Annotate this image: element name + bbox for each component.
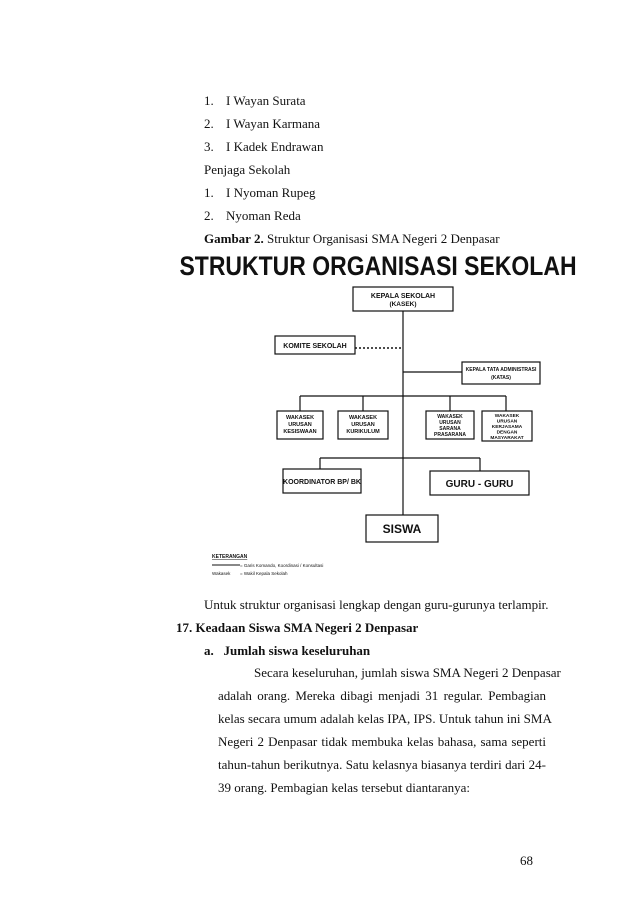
svg-text:WAKASEK: WAKASEK bbox=[437, 414, 463, 420]
svg-text:SARANA: SARANA bbox=[439, 426, 461, 432]
siswa-label: SISWA bbox=[382, 522, 422, 536]
org-chart-title: STRUKTUR ORGANISASI SEKOLAH bbox=[179, 252, 577, 282]
paragraph-line: kelas secara umum adalah kelas IPA, IPS. Untuk tahun ini SMA bbox=[218, 711, 552, 726]
list-item: 2. Nyoman Reda bbox=[204, 208, 301, 223]
svg-text:KURIKULUM: KURIKULUM bbox=[346, 429, 380, 435]
svg-text:PRASARANA: PRASARANA bbox=[434, 432, 466, 438]
legend-item: = Wakil Kepala Sekolah bbox=[240, 571, 288, 576]
koordinator-label: KOORDINATOR BP/ BK bbox=[283, 479, 361, 486]
svg-text:WAKASEK: WAKASEK bbox=[494, 414, 520, 419]
paragraph-line: Secara keseluruhan, jumlah siswa SMA Negeri 2 Denpasar bbox=[254, 665, 561, 680]
katas-sublabel: (KATAS) bbox=[491, 375, 511, 381]
kasek-sublabel: (KASEK) bbox=[389, 301, 417, 308]
komite-label: KOMITE SEKOLAH bbox=[283, 343, 347, 350]
legend bbox=[212, 554, 323, 576]
list-item: 3. I Kadek Endrawan bbox=[204, 139, 324, 154]
svg-text:URUSAN: URUSAN bbox=[351, 422, 375, 428]
svg-text:WAKASEK: WAKASEK bbox=[348, 415, 378, 421]
after-figure-text: Untuk struktur organisasi lengkap dengan guru-gurunya terlampir. bbox=[204, 597, 549, 612]
paragraph-line: tahun-tahun berikutnya. Satu kelasnya biasanya terdiri dari 24- bbox=[218, 757, 546, 772]
paragraph-line: Negeri 2 Denpasar tidak membuka kelas bahasa, sama seperti bbox=[218, 734, 546, 749]
katas-label: KEPALA TATA ADMINISTRASI bbox=[465, 367, 537, 373]
figure-label: Gambar 2. bbox=[204, 231, 264, 246]
legend-title: KETERANGAN bbox=[212, 554, 248, 560]
org-chart bbox=[179, 244, 577, 589]
page-number: 68 bbox=[520, 853, 533, 868]
list-item: 1. I Nyoman Rupeg bbox=[204, 185, 316, 200]
penjaga-heading: Penjaga Sekolah bbox=[204, 162, 291, 177]
legend-item: = Garis Komando, Koordinasi / Konsultasi bbox=[240, 563, 324, 568]
svg-text:URUSAN: URUSAN bbox=[439, 420, 461, 426]
svg-text:MASYARAKAT: MASYARAKAT bbox=[490, 436, 524, 441]
list-item: 1. I Wayan Surata bbox=[204, 93, 306, 108]
svg-text:KERJASAMA: KERJASAMA bbox=[491, 425, 523, 430]
svg-text:URUSAN: URUSAN bbox=[496, 419, 518, 425]
subsection-heading: a. Jumlah siswa keseluruhan bbox=[204, 643, 371, 658]
paragraph-line: 39 orang. Pembagian kelas tersebut diantaranya: bbox=[218, 780, 470, 795]
figure-caption: Gambar 2. Struktur Organisasi SMA Negeri 2 Denpasar bbox=[204, 231, 500, 246]
svg-text:DENGAN: DENGAN bbox=[496, 430, 518, 436]
list-item: 2. I Wayan Karmana bbox=[204, 116, 321, 131]
legend-wakasek: Wakasek bbox=[212, 571, 231, 576]
svg-text:KESISWAAN: KESISWAAN bbox=[283, 429, 317, 435]
svg-text:WAKASEK: WAKASEK bbox=[285, 415, 315, 421]
guru-label: GURU - GURU bbox=[445, 479, 514, 490]
kasek-label: KEPALA SEKOLAH bbox=[370, 293, 436, 300]
paragraph-line: adalah orang. Mereka dibagi menjadi 31 regular. Pembagian bbox=[218, 688, 546, 703]
svg-text:URUSAN: URUSAN bbox=[288, 422, 312, 428]
section-heading: 17. Keadaan Siswa SMA Negeri 2 Denpasar bbox=[176, 620, 419, 635]
